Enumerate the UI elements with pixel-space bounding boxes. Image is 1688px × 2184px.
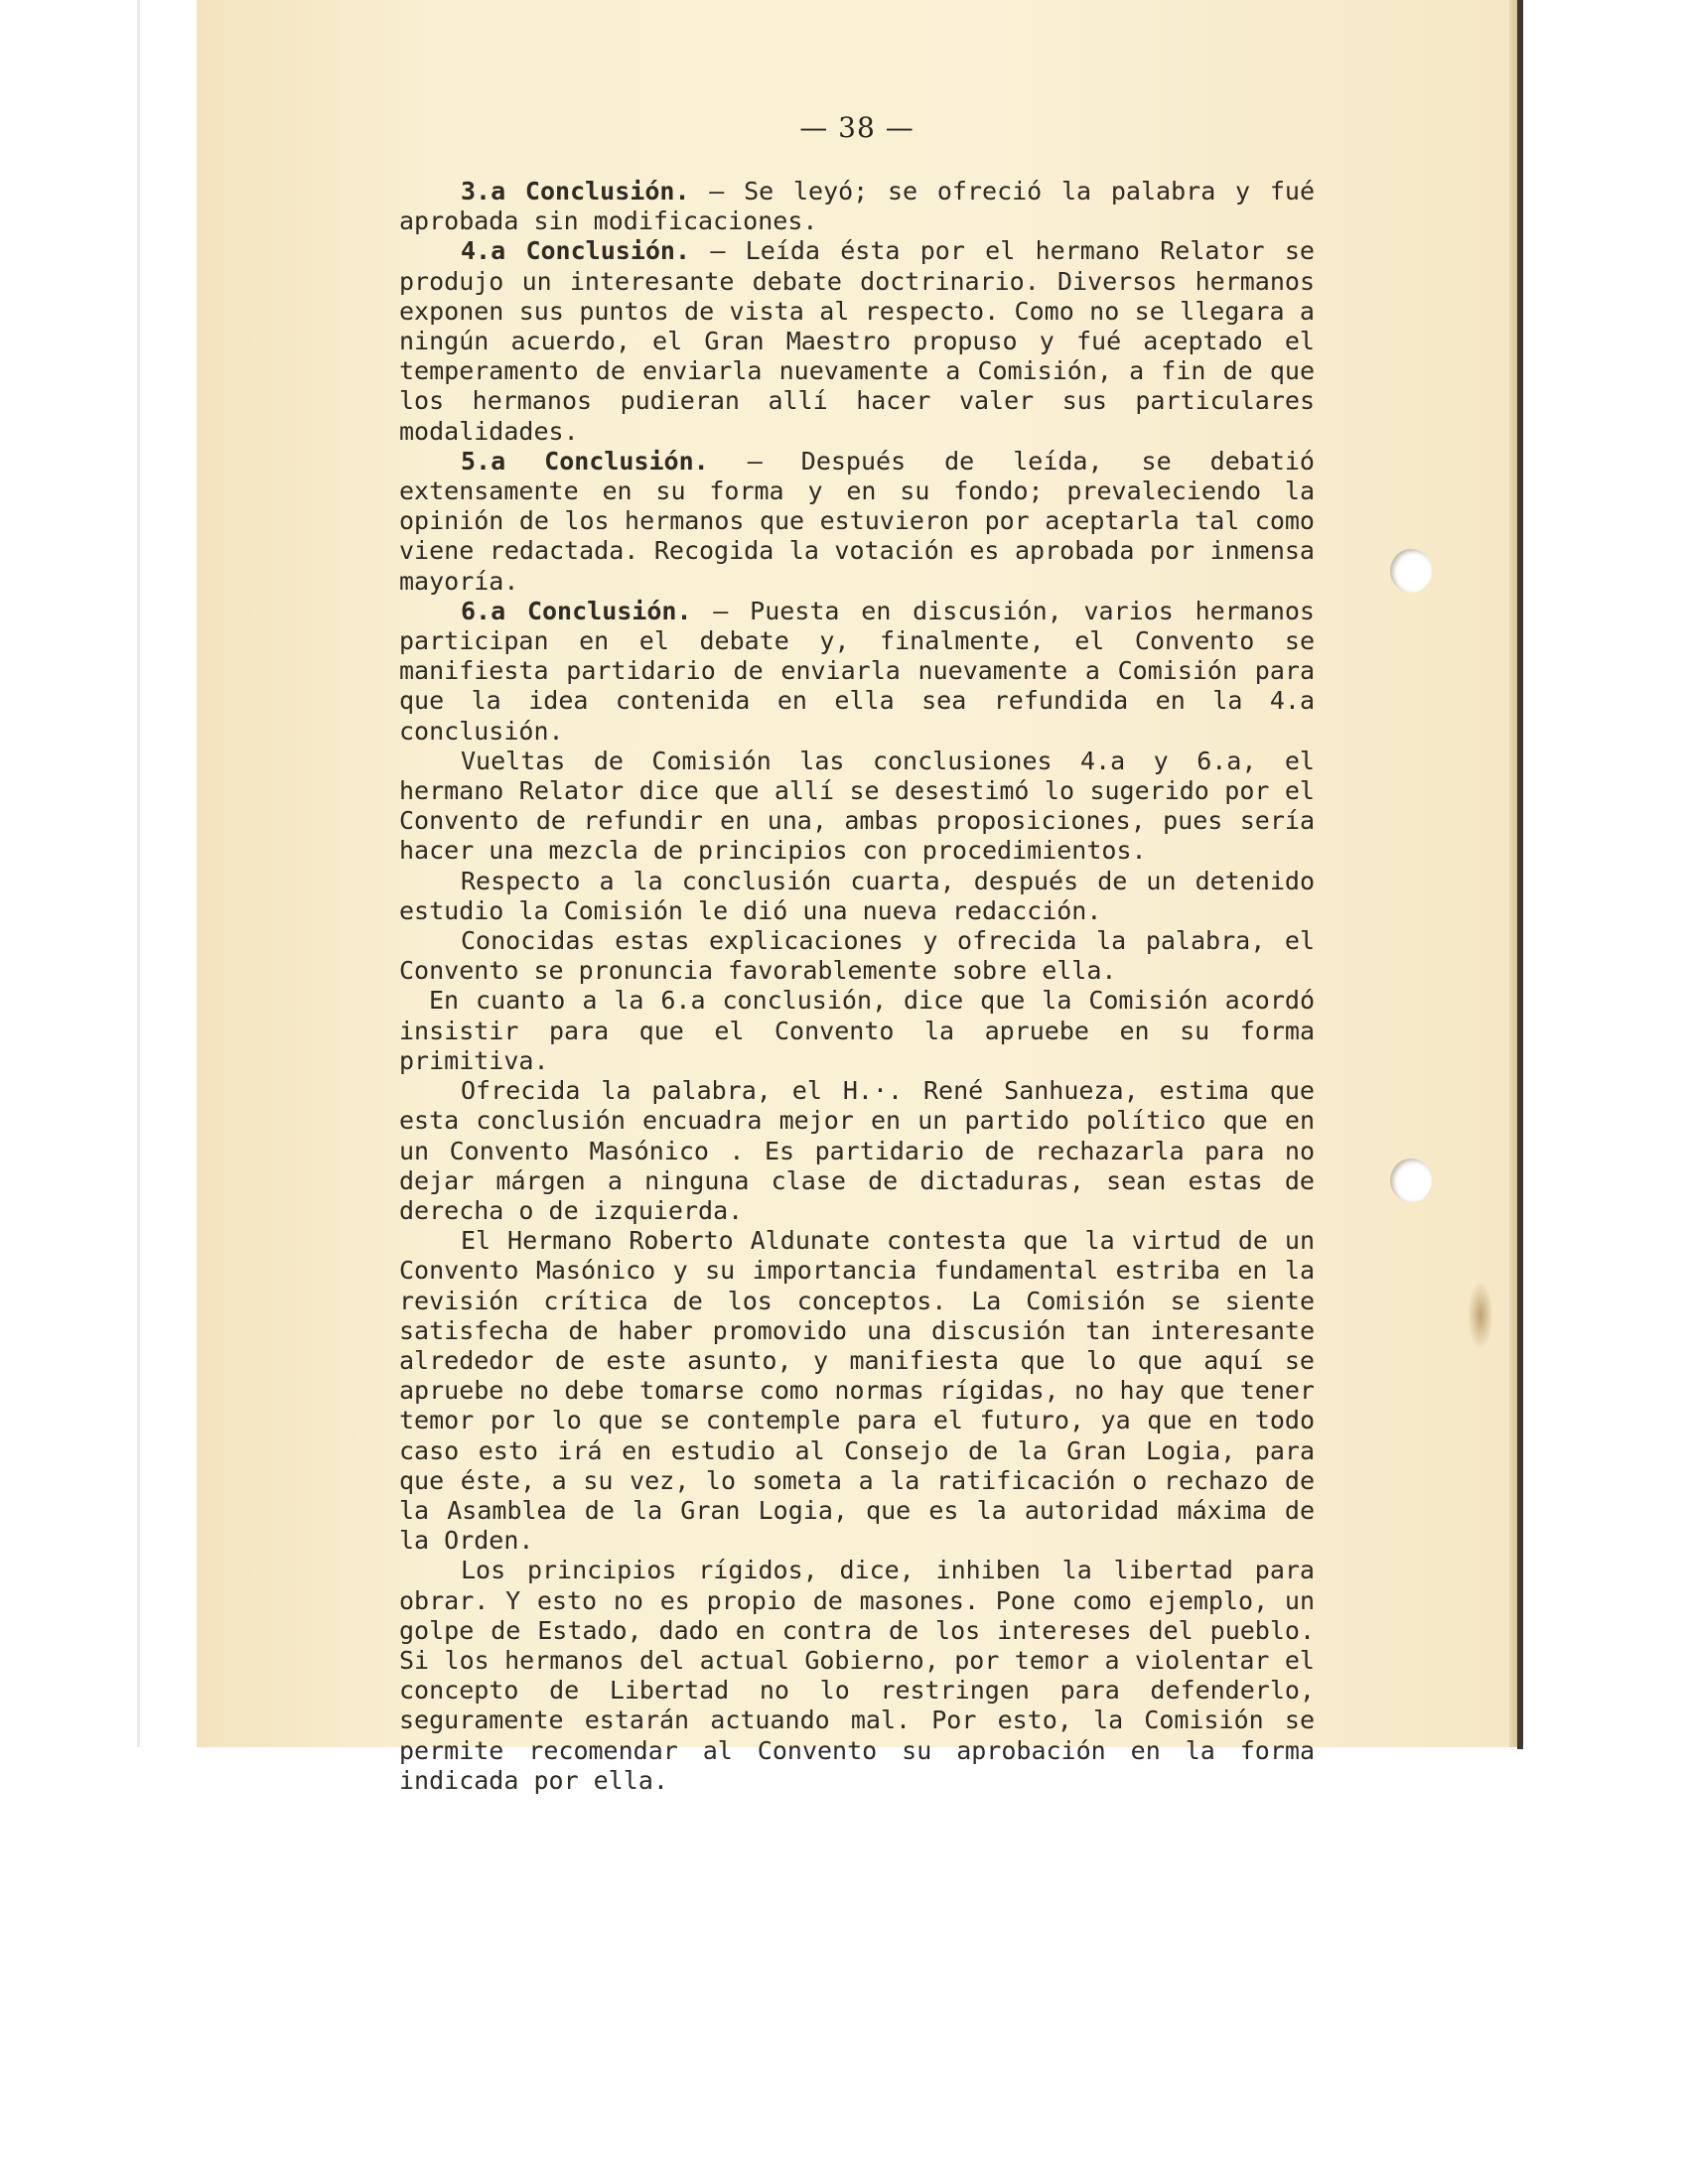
- paragraph: [399, 747, 1315, 867]
- paragraph-text: En cuanto a la 6.a conclusión, dice que la Comisión acordó insistir para que el Convento la apruebe en su forma primitiva.: [399, 986, 1315, 1075]
- paragraph-heading: 3.a Conclusión.: [461, 177, 690, 205]
- paragraph-text: Respecto a la conclusión cuarta, después de un detenido estudio la Comisión le dió una nueva redacción.: [399, 866, 1315, 925]
- paragraph-heading: 4.a Conclusión.: [461, 236, 691, 266]
- paragraph: [399, 177, 1315, 236]
- page-number: — 38 —: [799, 111, 914, 144]
- punch-hole-upper: [1390, 549, 1432, 593]
- paragraph-heading: 5.a Conclusión.: [461, 446, 709, 476]
- binding-edge: [1517, 0, 1523, 1749]
- paragraph: [399, 236, 1315, 446]
- paragraph-text: — Leída ésta por el hermano Relator se produjo un interesante debate doctrinario. Diversos hermanos exponen sus puntos de vista al respecto. Como no se llegara a ningún acuerdo, el Gran Maestro propuso y fué aceptado el temperamento de enviarla nuevamente a Comisión, a fin de que los hermanos pudieran allí hacer valer sus particulares modalidades.: [399, 236, 1315, 446]
- paragraph-text: — Puesta en discusión, varios hermanos participan en el debate y, finalmente, el Convento se manifiesta partidario de enviarla nuevamente a Comisión para que la idea contenida en ella sea refundida en la 4.a conclusión.: [399, 596, 1315, 746]
- paragraph-text: Ofrecida la palabra, el H.·. René Sanhueza, estima que esta conclusión encuadra mejor en un partido político que en un Convento Masónico . Es partidario de rechazarla para no dejar márgen a ninguna clase de dictaduras, sean estas de derecha o de izquierda.: [399, 1076, 1315, 1225]
- paragraph: [399, 597, 1315, 747]
- paragraph-text: Los principios rígidos, dice, inhiben la libertad para obrar. Y esto no es propio de masones. Pone como ejemplo, un golpe de Estado, dado en contra de los intereses del pueblo. Si los hermanos del actual Gobierno, por temor a violentar el concepto de Libertad no lo restringen para defenderlo, seguramente estarán actuando mal. Por esto, la Comisión se permite recomendar al Convento su aprobación en la forma indicada por ella.: [399, 1556, 1315, 1795]
- paragraph-heading: 6.a Conclusión.: [461, 596, 692, 625]
- paragraph: [399, 1556, 1315, 1796]
- paragraph-text: — Se leyó; se ofreció la palabra y fué aprobada sin modificaciones.: [399, 177, 1315, 236]
- paragraph: [399, 867, 1315, 926]
- paragraph: [399, 1226, 1315, 1556]
- paragraph-text: Conocidas estas explicaciones y ofrecida la palabra, el Convento se pronuncia favorablemente sobre ella.: [399, 926, 1315, 986]
- paper-stain: [1468, 1281, 1493, 1350]
- paragraph-text: — Después de leída, se debatió extensamente en su forma y en su fondo; prevaleciendo la opinión de los hermanos que estuvieron por aceptarla tal como viene redactada. Recogida la votación es aprobada por inmensa mayoría.: [399, 446, 1315, 596]
- paragraph: [399, 926, 1315, 986]
- paragraph: [399, 447, 1315, 597]
- paragraph: [399, 986, 1315, 1076]
- paragraph: [399, 1076, 1315, 1226]
- paragraph-text: Vueltas de Comisión las conclusiones 4.a y 6.a, el hermano Relator dice que allí se desestimó lo sugerido por el Convento de refundir en una, ambas proposiciones, pues sería hacer una mezcla de principios con procedimientos.: [399, 746, 1315, 866]
- scan-edge-line: [137, 0, 140, 1747]
- document-body: [399, 177, 1315, 1796]
- paper-edge-shadow: [1509, 0, 1517, 1747]
- punch-hole-lower: [1390, 1159, 1432, 1202]
- paragraph-text: El Hermano Roberto Aldunate contesta que la virtud de un Convento Masónico y su importancia fundamental estriba en la revisión crítica de los conceptos. La Comisión se siente satisfecha de haber promovido una discusión tan interesante alrededor de este asunto, y manifiesta que lo que aquí se apruebe no debe tomarse como normas rígidas, no hay que tener temor por lo que se contemple para el futuro, ya que en todo caso esto irá en estudio al Consejo de la Gran Logia, para que éste, a su vez, lo someta a la ratificación o rechazo de la Asamblea de la Gran Logia, que es la autoridad máxima de la Orden.: [399, 1226, 1315, 1556]
